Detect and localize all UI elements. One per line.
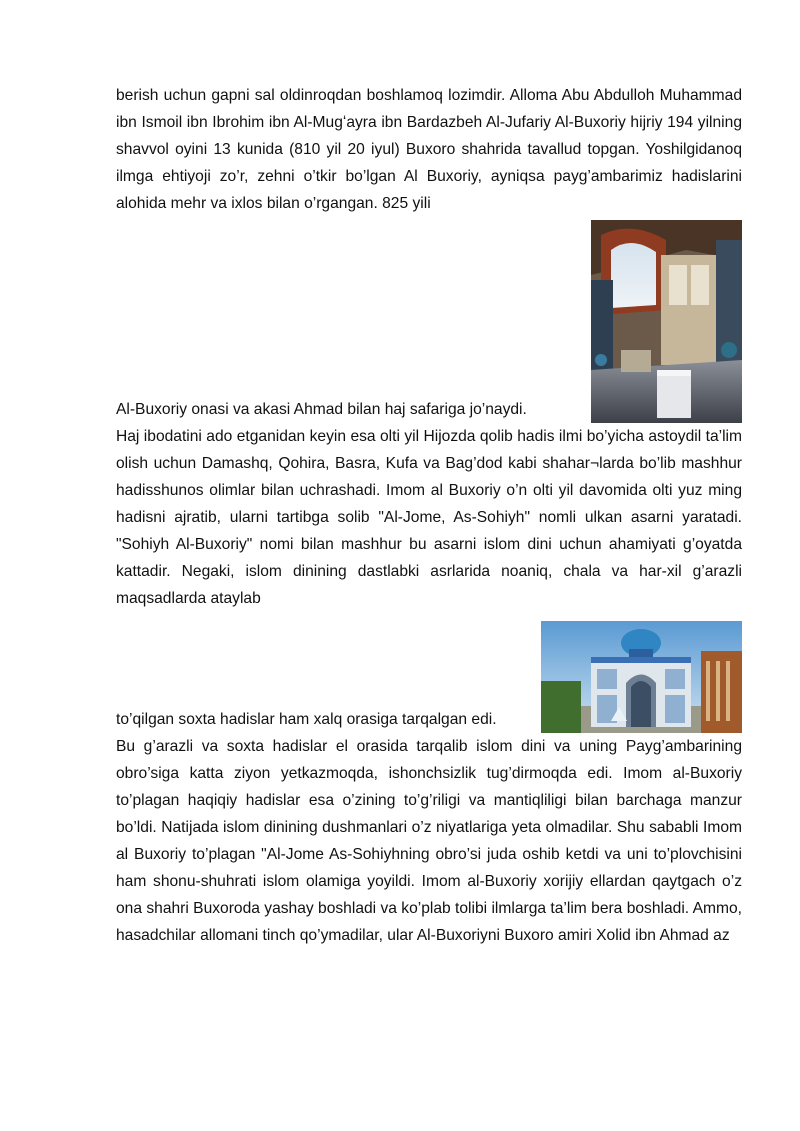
mausoleum-exterior-photo [541,621,742,733]
paragraph-travels: Haj ibodatini ado etganidan keyin esa olti yil Hijozda qolib hadis ilmi bo’yicha astoydil ta’lim olish uchun Damashq, Qohira, Basra, Kufa va Bag’dod kabi shahar¬larda bo’lib mashhur hadisshunos olimlar bilan uchrashadi. Imom al Buxoriy o’n olti yil davomida olti yuz ming hadisni ajratib, ularni tartibga solib "Al-Jome, As-Sohiyh" nomli ulkan asarni yaratadi. "Sohiyh Al-Buxoriy" nomi bilan mashhur bu asarni islom dini uchun ahamiyati g’oyatda kattadir. Negaki, islom dinining dastlabki asrlarida noaniq, chala va har-xil g’arazli maqsadlarda ataylab [116,428,742,607]
paragraph-legacy: Bu g’arazli va soxta hadislar el orasida tarqalib islom dini va uning Payg’ambarining obro’siga katta ziyon yetkazmoqda, ishonchsizlik tug’dirmoqda edi. Imom al-Buxoriy to’plagan haqiqiy hadislar esa o’zining to’g’riligi va mantiqliligi bilan barchaga manzur bo’ldi. Natijada islom dinining dushmanlari o’z niyatlariga yeta olmadilar. Shu sababli Imom al Buxoriy to’plagan "Al-Jome As-Sohiyhning obro’si juda oshib ketdi va uni to’plovchisini ham shonu-shuhrati islom olamiga yoyildi. Imom al-Buxoriy xorijiy ellardan qaytgach o’z ona shahri Buxoroda yashay boshladi va ko’plab tolibi ilmlarga ta’lim bera boshladi. Ammo, hasadchilar allomani tinch qo’ymadilar, ular Al-Buxoriyni Buxoro amiri Xolid ibn Ahmad az [116,738,742,944]
paragraph-travels-end: to’qilgan soxta hadislar ham xalq orasiga tarqalgan edi. [116,711,497,728]
paragraph-intro: berish uchun gapni sal oldinroqdan boshlamoq lozimdir. Alloma Abu Abdulloh Muhammad ibn Ismoil ibn Ibrohim ibn Al-Mugʻayra ibn Bardazbeh Al-Jufariy Al-Buxoriy hijriy 194 yilning shavvol oyini 13 kunida (810 yil 20 iyul) Buxoro shahrida tavallud topgan. Yoshilgidanoq ilmga ehtiyoji zo’r, zehni o’tkir bo’lgan Al Buxoriy, ayniqsa payg’ambarimiz hadislarini alohida mehr va ixlos bilan o’rgangan. 825 yili [116,87,742,212]
mausoleum-interior-photo [591,220,742,423]
paragraph-intro-end: Al-Buxoriy onasi va akasi Ahmad bilan haj safariga jo’naydi. [116,401,527,418]
document-body [116,82,742,949]
